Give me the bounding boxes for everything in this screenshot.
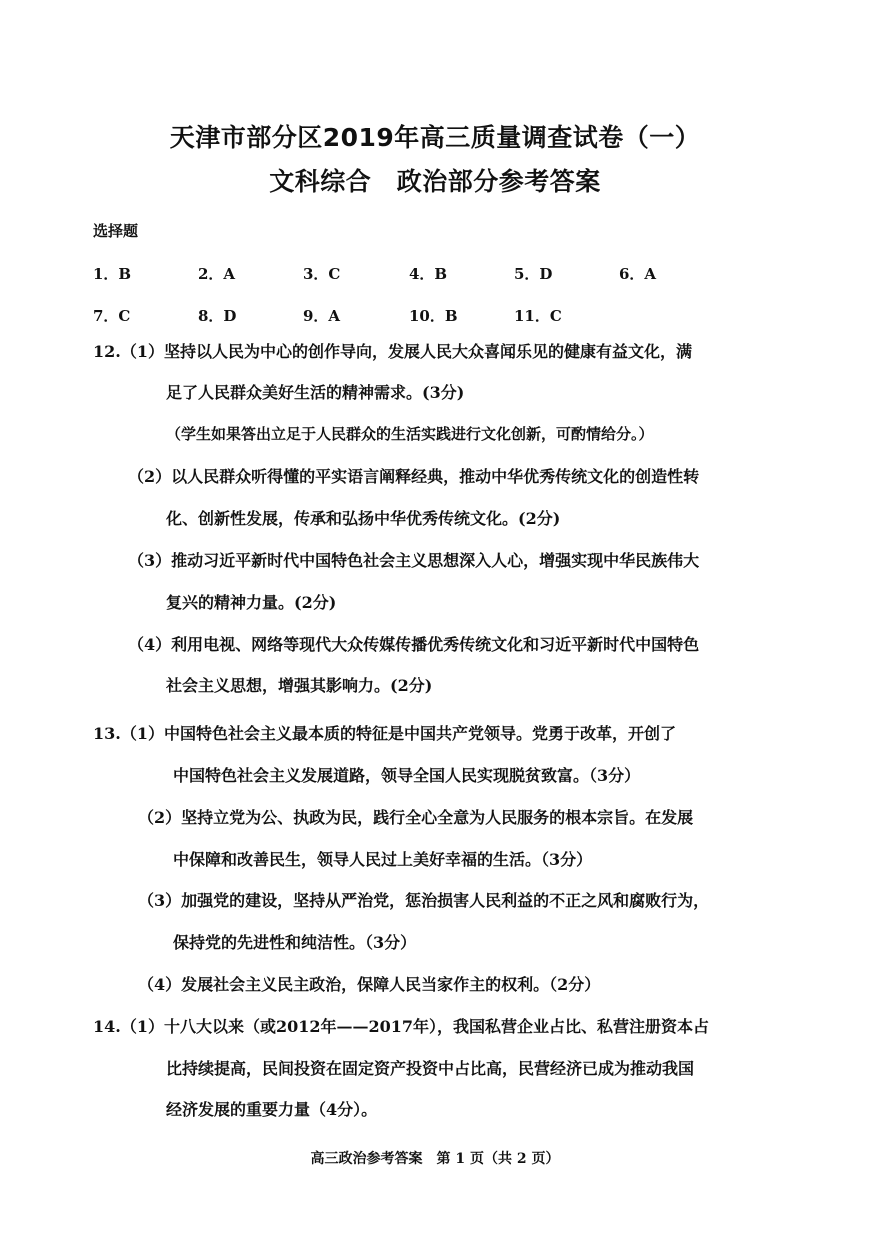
choice-answer: 9．A bbox=[303, 307, 341, 325]
q13-point-2-line-1: （2）坚持立党为公、执政为民，践行全心全意为人民服务的根本宗旨。在发展 bbox=[138, 808, 694, 827]
q12-point-2-line-2: 化、创新性发展，传承和弘扬中华优秀传统文化。(2分) bbox=[166, 509, 561, 528]
choice-answer: 10．B bbox=[409, 307, 458, 325]
q12-point-1-line-2: 足了人民群众美好生活的精神需求。(3分) bbox=[166, 383, 465, 402]
page-subtitle: 文科综合 政治部分参考答案 bbox=[269, 167, 601, 196]
choice-answer: 4．B bbox=[409, 265, 448, 283]
q14-point-1-line-3: 经济发展的重要力量（4分）。 bbox=[166, 1100, 378, 1119]
choice-answer: 11．C bbox=[514, 307, 562, 325]
choice-answer: 7．C bbox=[93, 307, 131, 325]
q12-point-3-line-1: （3）推动习近平新时代中国特色社会主义思想深入人心，增强实现中华民族伟大 bbox=[128, 551, 700, 570]
q14-point-1-line-2: 比持续提高，民间投资在固定资产投资中占比高，民营经济已成为推动我国 bbox=[166, 1059, 695, 1078]
q13-point-4-line-1: （4）发展社会主义民主政治，保障人民当家作主的权利。（2分） bbox=[138, 975, 601, 994]
q12-point-4-line-1: （4）利用电视、网络等现代大众传媒传播优秀传统文化和习近平新时代中国特色 bbox=[128, 635, 700, 654]
q12-point-3-line-2: 复兴的精神力量。(2分) bbox=[166, 593, 337, 612]
section-label: 选择题 bbox=[93, 222, 139, 240]
q14-point-1-line-1: 14.（1）十八大以来（或2012年——2017年），我国私营企业占比、私营注册资本占 bbox=[93, 1017, 710, 1036]
q12-point-2-line-1: （2）以人民群众听得懂的平实语言阐释经典，推动中华优秀传统文化的创造性转 bbox=[128, 467, 700, 486]
choice-answer: 6．A bbox=[619, 265, 657, 283]
q13-point-3-line-2: 保持党的先进性和纯洁性。（3分） bbox=[173, 933, 417, 952]
q13-point-3-line-1: （3）加强党的建设，坚持从严治党，惩治损害人民利益的不正之风和腐败行为， bbox=[138, 891, 710, 910]
q13-point-1-line-2: 中国特色社会主义发展道路，领导全国人民实现脱贫致富。（3分） bbox=[173, 766, 641, 785]
choice-answer: 5．D bbox=[514, 265, 553, 283]
choice-answer: 2．A bbox=[198, 265, 236, 283]
q12-point-4-line-2: 社会主义思想，增强其影响力。(2分) bbox=[166, 676, 433, 695]
choice-answer: 8．D bbox=[198, 307, 237, 325]
q12-grading-note: （学生如果答出立足于人民群众的生活实践进行文化创新，可酌情给分。） bbox=[166, 425, 654, 443]
choice-answer: 1．B bbox=[93, 265, 132, 283]
q13-point-1-line-1: 13.（1）中国特色社会主义最本质的特征是中国共产党领导。党勇于改革，开创了 bbox=[93, 724, 676, 743]
page-title: 天津市部分区2019年高三质量调查试卷（一） bbox=[169, 123, 701, 152]
q13-point-2-line-2: 中保障和改善民生，领导人民过上美好幸福的生活。（3分） bbox=[173, 850, 593, 869]
page-footer: 高三政治参考答案 第 1 页（共 2 页） bbox=[310, 1151, 560, 1167]
q12-point-1-line-1: 12.（1）坚持以人民为中心的创作导向，发展人民大众喜闻乐见的健康有益文化，满 bbox=[93, 342, 692, 361]
choice-answer: 3．C bbox=[303, 265, 341, 283]
